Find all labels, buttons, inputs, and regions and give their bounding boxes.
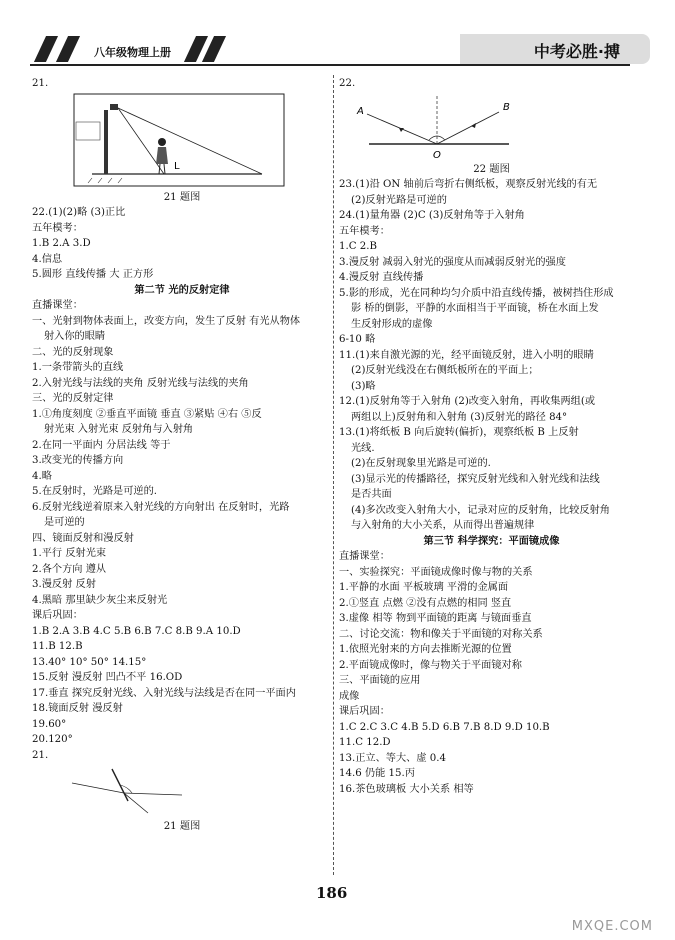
answer-line: (2)反射光线没在右侧纸板所在的平面上； (351, 365, 539, 376)
figure-22-A: A (357, 105, 364, 117)
answer-line: 3.虚像 相等 物到平面镜的距离 与镜面垂直 (339, 613, 532, 624)
figure-21-diagram (32, 92, 332, 190)
answer-line: 五年模考： (32, 222, 83, 234)
answer-line: 1.平行 反射光束 (32, 548, 107, 559)
answer-line: 4.略 (32, 470, 52, 482)
answer-line: 一、实验探究：平面镜成像时像与物的关系 (339, 566, 533, 578)
left-answers-a (32, 205, 332, 283)
answer-line: (2)在反射现象里光路是可逆的. (351, 458, 491, 469)
answer-line: 4.漫反射 直线传播 (339, 272, 424, 283)
answer-line: 13.正立、等大、虚 0.4 (339, 752, 446, 764)
answer-line: 2.在同一平面内 分居法线 等于 (32, 439, 171, 451)
section-2-title: 第二节 光的反射定律 (134, 283, 230, 296)
answer-line: 6.反射光线逆着原来入射光线的方向射出 在反射时，光路 (32, 501, 290, 513)
section-3-title: 第三节 科学探究：平面镜成像 (423, 534, 560, 547)
answer-line: 3.改变光的传播方向 (32, 455, 124, 466)
answer-line: 2.①竖直 点燃 ②没有点燃的相同 竖直 (339, 597, 512, 609)
answer-line: 16.茶色玻璃板 大小关系 相等 (339, 783, 474, 795)
answer-line: 13.40° 10° 50° 14.15° (32, 656, 147, 668)
answer-line: 五年模考： (339, 225, 390, 237)
answer-line: 4.信息 (32, 253, 63, 265)
page-header (30, 30, 650, 70)
answer-line: 两组以上)反射角和入射角 (3)反射光的路径 84° (351, 411, 568, 423)
figure-21-caption: 21 题图 (163, 191, 201, 203)
right-column (339, 76, 644, 797)
figure-21b-diagram (32, 763, 332, 819)
answer-line: 3.漫反射 反射 (32, 579, 96, 590)
answer-line: 21. (32, 749, 49, 761)
answer-line: 1.平静的水面 平板玻璃 平滑的金属面 (339, 582, 509, 593)
column-divider (333, 75, 334, 875)
answer-line: 17.垂直 探究反射光线、入射光线与法线是否在同一平面内 (32, 687, 296, 699)
header-rule (30, 64, 630, 66)
answer-line: 光线. (351, 442, 375, 454)
answer-line: 生反射形成的虚像 (351, 318, 433, 330)
figure-21 (32, 92, 332, 190)
answer-line: 影 桥的倒影，平静的水面相当于平面镜，桥在水面上发 (351, 303, 599, 314)
q21-label: 21. (32, 78, 49, 89)
right-answers-b (339, 549, 644, 797)
answer-line: 12.(1)反射角等于入射角 (2)改变入射角，再收集两组(或 (339, 396, 596, 407)
header-brand: 中考必胜·搏 (533, 42, 620, 61)
answer-line: 3.漫反射 减弱入射光的强度从而减弱反射光的强度 (339, 256, 566, 268)
answer-line: 13.(1)将纸板 B 向后旋转(偏折)，观察纸板 B 上反射 (339, 427, 579, 438)
answer-line: 14.6 仍能 15.丙 (339, 768, 415, 779)
answer-line: 11.C 12.D (339, 737, 391, 748)
answer-line: 11.(1)来自激光源的光，经平面镜反射，进入小明的眼睛 (339, 349, 594, 361)
answer-line: 20.120° (32, 734, 73, 745)
answer-line: 直播课堂： (339, 551, 390, 562)
answer-line: 1.依照光射来的方向去推断光源的位置 (339, 644, 512, 655)
figure-21b-caption: 21 题图 (163, 821, 201, 832)
answer-line: 19.60° (32, 718, 67, 730)
answer-line: 三、平面镜的应用 (339, 675, 421, 686)
answer-line: 2.平面镜成像时，像与物关于平面镜对称 (339, 659, 522, 671)
answer-line: 1.一条带箭头的直线 (32, 362, 124, 373)
answer-line: 6-10 略 (339, 334, 376, 345)
page-number: 186 (316, 884, 348, 902)
answer-line: (3)显示光的传播路径，探究反射光线和入射光线和法线 (351, 473, 600, 485)
answer-line: 5.影的形成，光在同种均匀介质中沿直线传播，被树挡住形成 (339, 287, 614, 299)
answer-line: 18.镜面反射 漫反射 (32, 703, 123, 714)
answer-line: 一、光射到物体表面上，改变方向，发生了反射 有光从物体 (32, 315, 301, 327)
header-grade: 八年级物理上册 (94, 46, 171, 59)
answer-line: 1.B 2.A 3.B 4.C 5.B 6.B 7.C 8.B 9.A 10.D (32, 625, 241, 637)
answer-line: 直播课堂： (32, 300, 83, 311)
answer-line: 1.C 2.C 3.C 4.B 5.D 6.B 7.B 8.D 9.D 10.B (339, 721, 550, 733)
answer-line: (2)反射光路是可逆的 (351, 194, 447, 206)
figure-22-B: B (503, 101, 510, 113)
answer-line: 二、光的反射现象 (32, 346, 114, 358)
answer-line: 射光束 入射光束 反射角与入射角 (44, 424, 194, 435)
left-column (32, 76, 332, 835)
answer-line: 三、光的反射定律 (32, 393, 114, 404)
left-answers-b (32, 298, 332, 763)
answer-line: 1.①角度刻度 ②垂直平面镜 垂直 ③紧贴 ④右 ⑤反 (32, 408, 262, 420)
answer-line: 11.B 12.B (32, 641, 83, 652)
answer-line: (4)多次改变入射角大小，记录对应的反射角，比较反射角 (351, 504, 610, 516)
answer-line: (3)略 (351, 380, 376, 392)
answer-line: 23.(1)沿 ON 轴前后弯折右侧纸板，观察反射光线的有无 (339, 179, 598, 190)
right-answers-a (339, 177, 644, 534)
answer-line: 是可逆的 (44, 517, 85, 528)
answer-line: 1.C 2.B (339, 241, 377, 252)
answer-line: 24.(1)量角器 (2)C (3)反射角等于入射角 (339, 210, 525, 221)
answer-line: 2.入射光线与法线的夹角 反射光线与法线的夹角 (32, 377, 249, 389)
answer-line: 二、讨论交流：物和像关于平面镜的对称关系 (339, 628, 543, 640)
answer-line: 4.黑暗 那里缺少灰尘来反射光 (32, 594, 168, 606)
answer-line: 课后巩固： (32, 610, 83, 621)
answer-line: 成像 (339, 690, 360, 702)
answer-line: 15.反射 漫反射 凹凸不平 16.OD (32, 672, 183, 683)
answer-line: 2.各个方向 遵从 (32, 563, 107, 575)
figure-22-O: O (433, 149, 441, 161)
answer-line: 射入你的眼睛 (44, 331, 106, 342)
answer-line: 课后巩固： (339, 706, 390, 717)
figure-21-L: L (174, 160, 180, 172)
answer-line: 5.圆形 直线传播 大 正方形 (32, 269, 154, 280)
figure-22-diagram (339, 92, 644, 162)
figure-22 (339, 92, 644, 162)
answer-line: 与入射角的大小关系，从而得出普遍规律 (351, 520, 535, 531)
answer-line: 四、镜面反射和漫反射 (32, 532, 134, 544)
q22-label: 22. (339, 78, 356, 89)
figure-21b (32, 763, 332, 819)
watermark: MXQE.COM (571, 919, 653, 934)
figure-22-caption: 22 题图 (473, 163, 510, 175)
answer-line: 22.(1)(2)略 (3)正比 (32, 207, 126, 218)
answer-line: 5.在反射时，光路是可逆的. (32, 486, 158, 497)
answer-line: 1.B 2.A 3.D (32, 238, 91, 249)
answer-line: 是否共面 (351, 489, 392, 500)
